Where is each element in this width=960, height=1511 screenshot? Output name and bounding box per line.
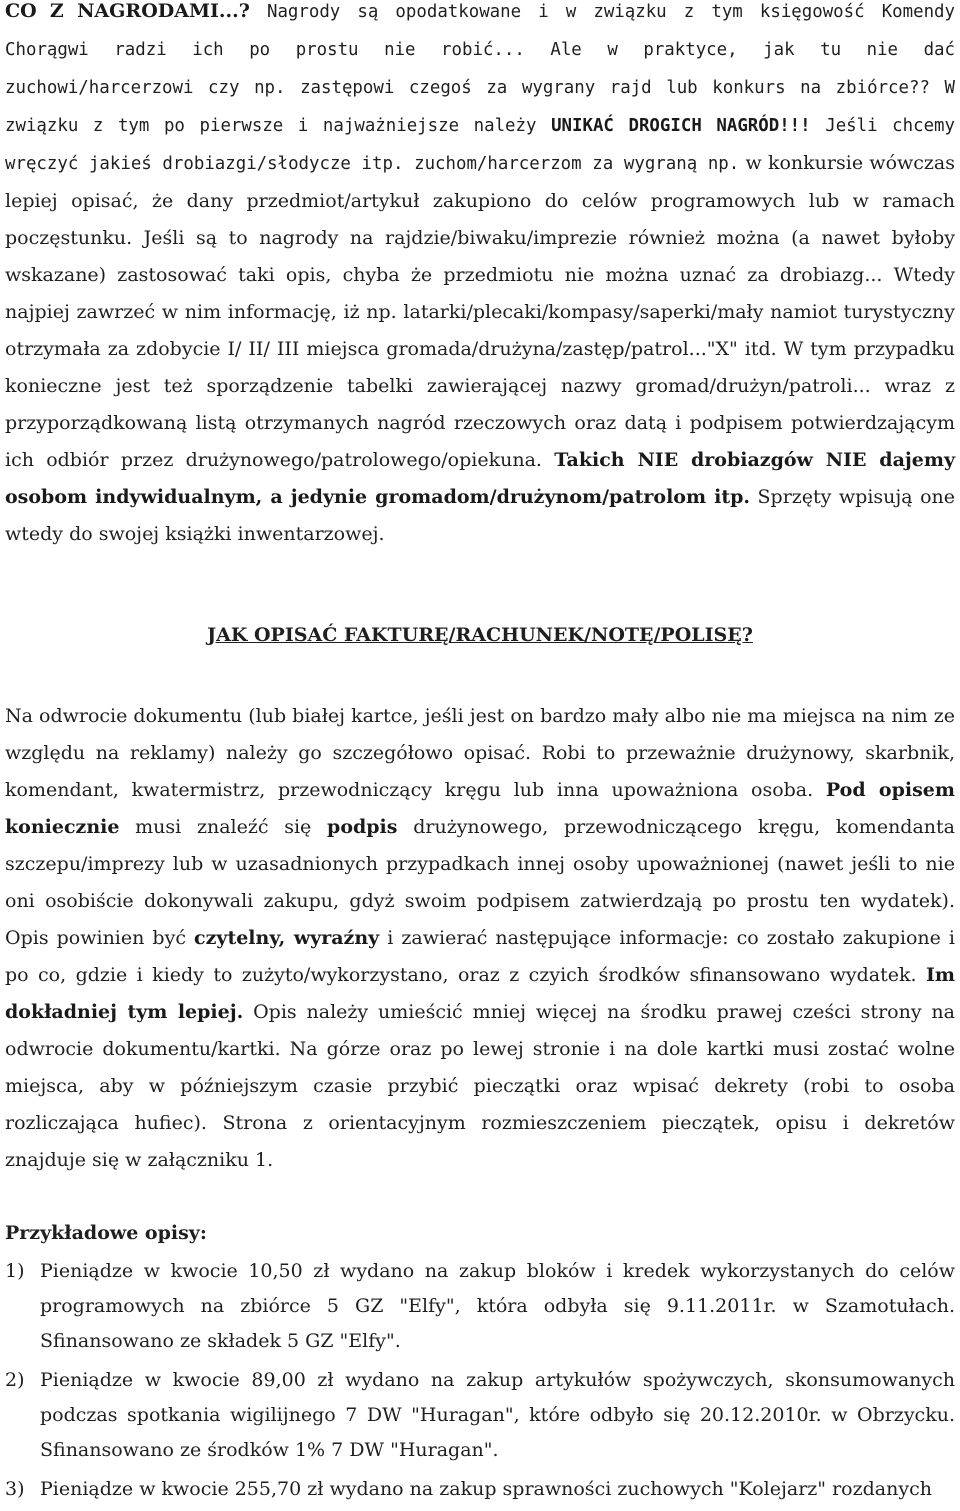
description-text-3: drużynowego, przewodniczącego kręgu, komendanta szczepu/imprezy lub w uzasadnionych przypadkach innej osoby upoważnionej (nawet jeśli to nie oni osobiście dokonywali zakupu, gdyż swoim podpisem zatwierdzają po prostu ten wydatek). Opis powinien być [5, 816, 955, 949]
description-text-2: musi znaleźć się [119, 816, 328, 838]
section-heading: JAK OPISAĆ FAKTURĘ/RACHUNEK/NOTĘ/POLISĘ? [207, 624, 753, 646]
prizes-paragraph [5, 0, 955, 553]
description-bold-2: podpis [327, 816, 398, 838]
prizes-text-4: Sprzęty wpisują one wtedy do swojej książki inwentarzowej. [5, 486, 956, 545]
description-bold-1: Pod opisem koniecznie [5, 779, 955, 838]
prizes-warning: UNIKAĆ DROGICH NAGRÓD!!! [551, 116, 811, 136]
description-bold-3: czytelny, wyraźny [194, 927, 380, 949]
list-item [0, 1472, 955, 1507]
description-text-1: Na odwrocie dokumentu (lub białej kartce, jeśli jest on bardzo mały albo nie ma miejsca na nim ze względu na reklamy) należy go szczegółowo opisać. Robi to przeważnie drużynowy, skarbnik, komendant, kwatermistrz, przewodniczący kręgu lub inna upoważniona osoba. [5, 705, 955, 801]
prizes-rule: Takich NIE drobiazgów NIE dajemy osobom indywidualnym, a jedynie gromadom/drużynom/patrolom itp. [5, 449, 955, 508]
prizes-text-3: w konkursie wówczas lepiej opisać, że dany przedmiot/artykuł zakupiono do celów programowych lub w ramach poczęstunku. Jeśli są to nagrody na rajdzie/biwaku/imprezie również można (a nawet byłoby wskazane) zastosować taki opis, chyba że przedmiotu nie można uznać za drobiazg... Wtedy najpiej zawrzeć w nim informację, iż np. latarki/plecaki/kompasy/saperki/mały namiot turystyczny otrzymała za zdobycie I/ II/ III miejsca gromada/drużyna/zastęp/patrol..."X" itd. W tym przypadku konieczne jest też sporządzenie tabelki zawierającej nazwy gromad/drużyn/patroli... wraz z przyporządkowaną listą otrzymanych nagród rzeczowych oraz datą i podpisem potwierdzającym ich odbiór przez drużynowego/patrolowego/opiekuna. [5, 152, 955, 471]
description-text-4: i zawierać następujące informacje: co zostało zakupione i po co, gdzie i kiedy to zużyto/wykorzystano, oraz z czyich środków sfinansowano wydatek. [5, 927, 956, 986]
list-item-text: Pieniądze w kwocie 89,00 zł wydano na zakup artykułów spożywczych, skonsumowanych podczas spotkania wigilijnego 7 DW "Huragan", które odbyło się 20.12.2010r. w Obrzycku. Sfinansowano ze środków 1% 7 DW "Huragan". [40, 1369, 955, 1461]
description-paragraph [5, 698, 955, 1179]
prizes-text-1: Nagrody są opodatkowane i w związku z tym księgowość Komendy Chorągwi radzi ich po prostu nie robić... Ale w praktyce, jak tu nie dać zuchowi/harcerzowi czy np. zastępowi czegoś za wygrany rajd lub konkurs na zbiórce?? W związku z tym po pierwsze i najważniejsze należy [5, 2, 955, 136]
list-item-number: 2) [5, 1369, 25, 1391]
examples-list [0, 1254, 955, 1511]
list-item-text: Pieniądze w kwocie 255,70 zł wydano na zakup sprawności zuchowych "Kolejarz" rozdanych [40, 1478, 932, 1500]
description-bold-4: Im dokładniej tym lepiej. [5, 964, 955, 1023]
list-item [0, 1254, 955, 1359]
prizes-lead: CO Z NAGRODAMI...? [5, 0, 250, 22]
list-item [0, 1363, 955, 1468]
list-item-number: 3) [5, 1478, 25, 1500]
list-item-number: 1) [5, 1260, 25, 1282]
prizes-text-2: Jeśli chcemy wręczyć jakieś drobiazgi/słodycze itp. zuchom/harcerzom za wygraną np. [5, 116, 955, 174]
list-item-text: Pieniądze w kwocie 10,50 zł wydano na zakup bloków i kredek wykorzystanych do celów programowych na zbiórce 5 GZ "Elfy", która odbyła się 9.11.2011r. w Szamotułach. Sfinansowano ze składek 5 GZ "Elfy". [40, 1260, 955, 1352]
examples-title: Przykładowe opisy: [5, 1222, 207, 1244]
description-text-5: Opis należy umieścić mniej więcej na środku prawej cześci strony na odwrocie dokumentu/kartki. Na górze oraz po lewej stronie i na dole kartki musi zostać wolne miejsca, aby w późniejszym czasie przybić pieczątki oraz wpisać dekrety (robi to osoba rozliczająca hufiec). Strona z orientacyjnym rozmieszczeniem pieczątek, opisu i dekretów znajduje się w załączniku 1. [5, 1001, 955, 1171]
